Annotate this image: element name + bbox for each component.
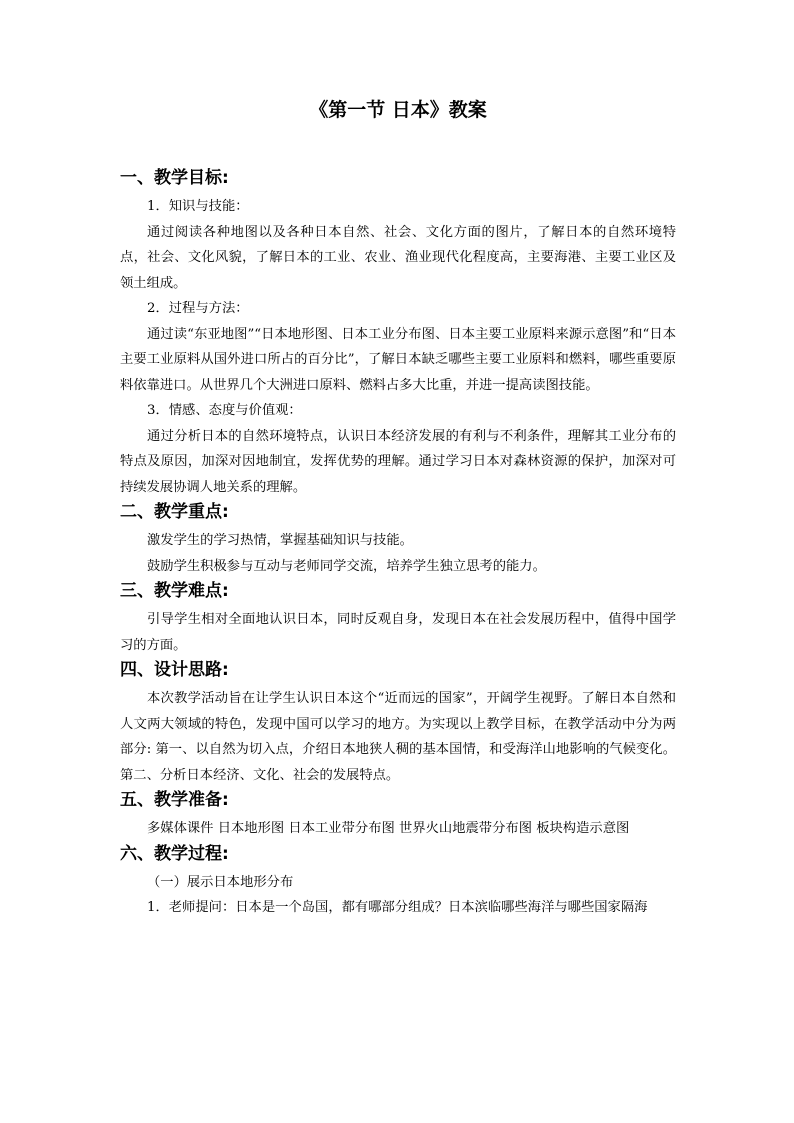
paragraph: 通过读“东亚地图”“日本地形图、日本工业分布图、日本主要工业原料来源示意图”和“日本主要工业原料从国外进口所占的百分比”，了解日本缺乏哪些主要工业原料和燃料，哪些重要原料依靠进口。从世界几个大洲进口原料、燃料占多大比重，并进一提高读图技能。 (120, 326, 676, 393)
paragraph: 激发学生的学习热情，掌握基础知识与技能。 (147, 533, 413, 548)
spacer (120, 124, 676, 166)
paragraph: 通过阅读各种地图以及各种日本自然、社会、文化方面的图片，了解日本的自然环境特点，社会、文化风貌，了解日本的工业、农业、渔业现代化程度高，主要海港、主要工业区及领土组成。 (120, 224, 676, 291)
section-heading: 五、教学准备: (120, 790, 229, 810)
section (120, 842, 676, 921)
section (120, 166, 676, 500)
paragraph: 本次教学活动旨在让学生认识日本这个“近而远的国家”，开阔学生视野。了解日本自然和人文两大领域的特色，发现中国可以学习的地方。为实现以上教学目标，在教学活动中分为两部分: 第一、以自然为切入点，介绍日本地狭人稠的基本国情，和受海洋山地影响的气候变化。第二、分析日本经济、文化、社会的发展特点。 (120, 691, 676, 783)
subsection-label: （一）展示日本地形分布 (147, 874, 294, 890)
paragraph: 鼓励学生积极参与互动与老师同学交流，培养学生独立思考的能力。 (147, 558, 546, 574)
section-heading: 四、设计思路: (120, 660, 229, 680)
subsection-label: 2．过程与方法： (147, 301, 249, 316)
section (120, 500, 676, 579)
paragraph: 1．老师提问：日本是一个岛国，都有哪部分组成？日本滨临哪些海洋与哪些国家隔海 (147, 900, 648, 915)
document-page (120, 96, 676, 921)
section (120, 579, 676, 658)
paragraph: 多媒体课件 日本地形图 日本工业带分布图 世界火山地震带分布图 板块构造示意图 (147, 821, 630, 836)
paragraph: 通过分析日本的自然环境特点，认识日本经济发展的有利与不利条件，理解其工业分布的特点及原因，加深对因地制宜，发挥优势的理解。通过学习日本对森林资源的保护，加深对可持续发展协调人地关系的理解。 (120, 428, 676, 495)
sections-container (120, 166, 676, 921)
subsection-label: 1．知识与技能： (147, 199, 249, 214)
section (120, 658, 676, 788)
section-heading: 三、教学难点: (120, 581, 229, 601)
section-heading: 一、教学目标: (120, 168, 229, 188)
section-heading: 二、教学重点: (120, 502, 229, 522)
paragraph: 引导学生相对全面地认识日本，同时反观自身，发现日本在社会发展历程中，值得中国学习的方面。 (120, 612, 676, 653)
document-title: 《第一节 日本》教案 (309, 99, 487, 121)
subsection-label: 3．情感、态度与价值观： (147, 403, 302, 418)
section-heading: 六、教学过程: (120, 843, 229, 864)
section (120, 788, 676, 842)
